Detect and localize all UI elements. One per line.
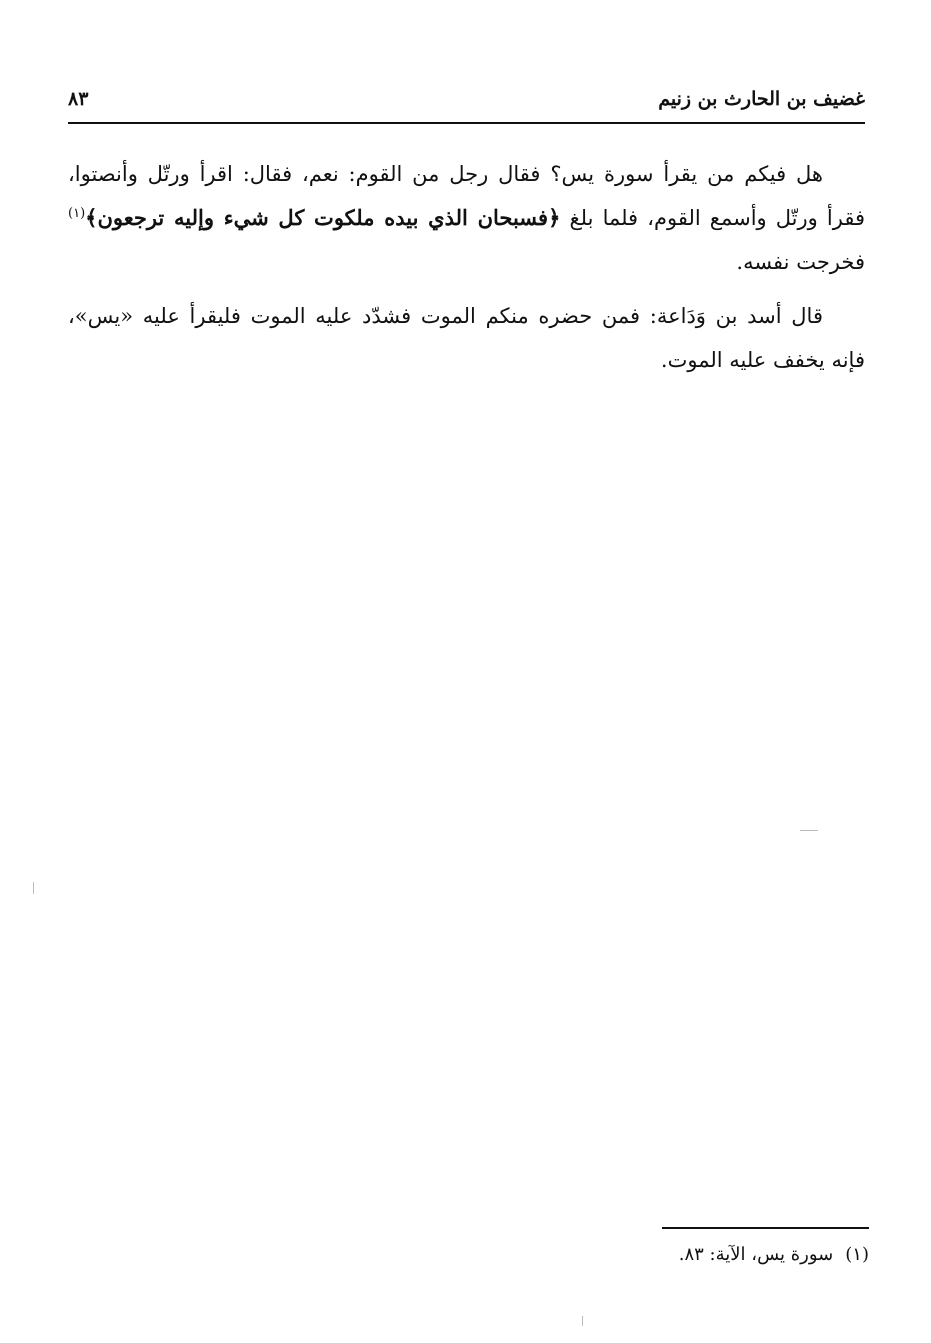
paragraph-1 (68, 152, 865, 284)
paragraph-1-text-a: هل فيكم من يقرأ سورة يس؟ فقال رجل من القوم: نعم، فقال: اقرأ ورتّل وأنصتوا، فقرأ ورتّل وأسمع القوم، فلما بلغ (68, 162, 865, 230)
footnote-1 (68, 1240, 869, 1270)
footnote-text: سورة يس، الآية: ٨٣. (678, 1244, 834, 1265)
paragraph-2 (68, 294, 865, 382)
page-number: ٨٣ (68, 88, 89, 110)
header-rule (68, 122, 865, 124)
paragraph-1-text-b: فخرجت نفسه. (736, 250, 865, 274)
paragraph-2-text: قال أسد بن وَدَاعة: فمن حضره منكم الموت فشدّد عليه الموت فليقرأ عليه «يس»، فإنه يخفف عليه الموت. (68, 304, 865, 372)
footnote-marker: (١) (845, 1244, 869, 1265)
footnote-reference[interactable]: (١) (68, 206, 86, 221)
body-text (68, 152, 865, 392)
scan-speck (800, 830, 818, 831)
scan-speck (33, 882, 34, 894)
header-title: غضيف بن الحارث بن زنيم (658, 88, 865, 110)
quran-verse: ﴿فسبحان الذي بيده ملكوت كل شيء وإليه ترجعون﴾ (85, 205, 561, 230)
running-header (68, 82, 865, 116)
scan-speck (582, 1316, 583, 1326)
footnotes (68, 1240, 869, 1270)
footnote-rule (662, 1227, 869, 1229)
